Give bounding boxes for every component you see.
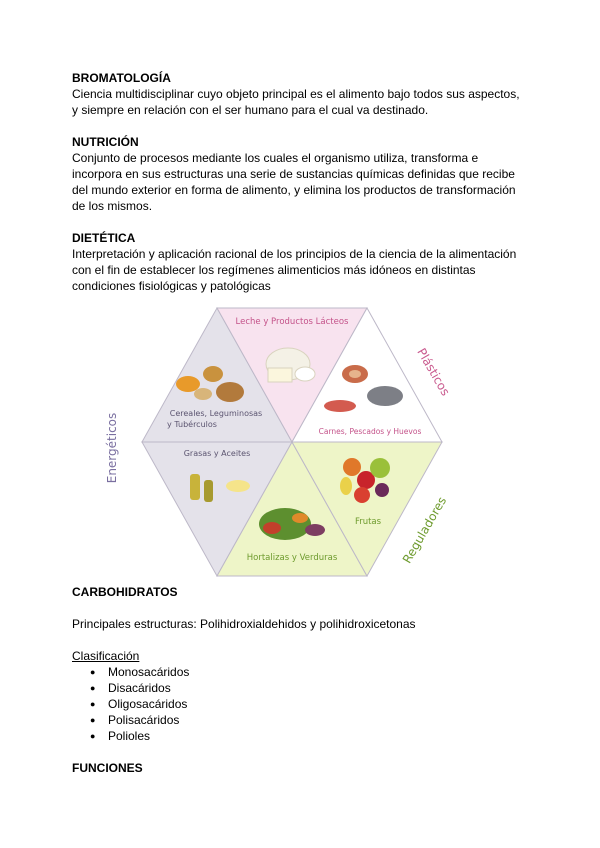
label-plasticos: Plásticos — [414, 345, 453, 399]
classification-list — [72, 664, 532, 744]
section-title: FUNCIONES — [72, 761, 143, 775]
section-text-line: y siempre en relación con el ser humano para el cual va destinado. — [72, 103, 429, 117]
section-nutricion — [72, 134, 532, 214]
label-lacteos: Leche y Productos Lácteos — [235, 317, 349, 327]
list-item: ● Monosacáridos — [108, 664, 532, 680]
list-item: ● Polisacáridos — [108, 712, 532, 728]
food-groups-hexagon-figure — [100, 302, 460, 582]
label-frutas: Frutas — [354, 517, 382, 527]
label-reguladores: Reguladores — [399, 494, 450, 566]
list-item: ● Disacáridos — [108, 680, 532, 696]
section-text-line: incorpora en sus estructuras una serie de sustancias químicas definidas que recibe — [72, 167, 515, 181]
section-title: DIETÉTICA — [72, 231, 136, 245]
section-title: CARBOHIDRATOS — [72, 585, 178, 599]
section-text-line: de los mismos. — [72, 199, 153, 213]
list-item: ● Oligosacáridos — [108, 696, 532, 712]
section-text-line: Ciencia multidisciplinar cuyo objeto principal es el alimento bajo todos sus aspectos, — [72, 87, 520, 101]
section-text-line: condiciones fisiológicas y patológicas — [72, 279, 271, 293]
label-hortalizas: Hortalizas y Verduras — [246, 553, 338, 563]
section-text-line: del mundo exterior en forma de alimento, y elimina los productos de transformación — [72, 183, 516, 197]
label-carnes: Carnes, Pescados y Huevos — [318, 427, 422, 436]
label-energeticos: Energéticos — [105, 412, 119, 484]
section-text-line: con el fin de establecer los regímenes alimenticios más idóneos en distintas — [72, 263, 476, 277]
list-item: ● Polioles — [108, 728, 532, 744]
structures-text: Principales estructuras: Polihidroxialdehidos y polihidroxicetonas — [72, 617, 416, 631]
section-dietetica — [72, 230, 532, 294]
document-body — [72, 70, 532, 310]
section-title: BROMATOLOGÍA — [72, 71, 171, 85]
label-grasas: Grasas y Aceites — [183, 449, 251, 458]
label-cereales-1: Cereales, Leguminosas — [169, 409, 263, 418]
label-cereales-2: y Tubérculos — [167, 420, 217, 429]
classification-label: Clasificación — [72, 649, 140, 663]
section-text-line: Conjunto de procesos mediante los cuales el organismo utiliza, transforma e — [72, 151, 479, 165]
carbohydrates-section — [72, 584, 532, 776]
section-text-line: Interpretación y aplicación racional de los principios de la ciencia de la alimentación — [72, 247, 517, 261]
section-bromatologia — [72, 70, 532, 118]
section-title: NUTRICIÓN — [72, 135, 139, 149]
